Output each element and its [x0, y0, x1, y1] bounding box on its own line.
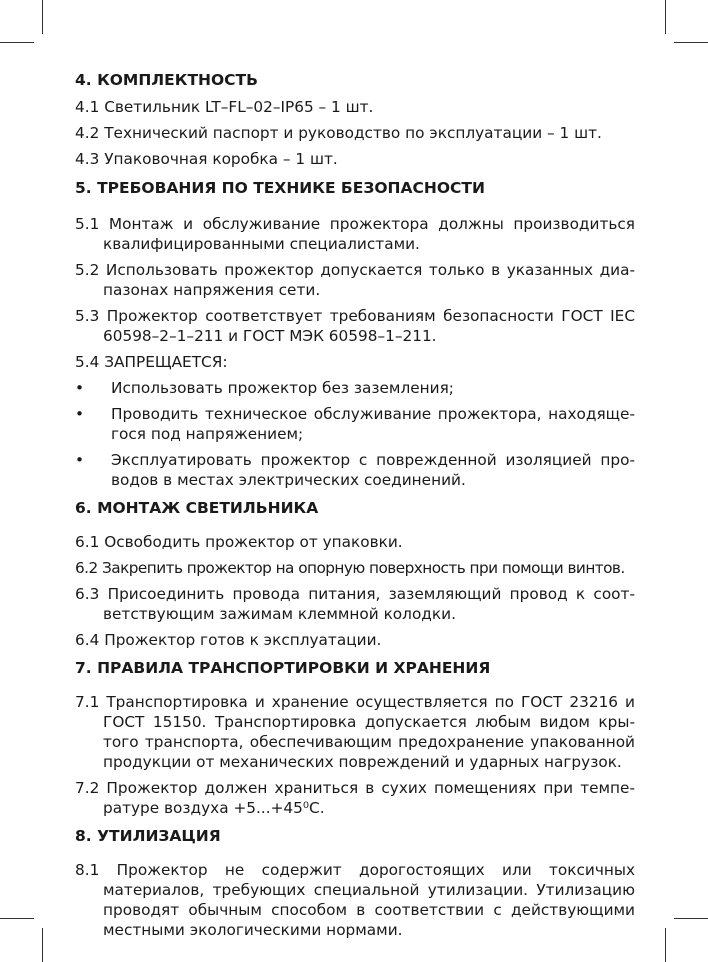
section-heading: 6. МОНТАЖ СВЕТИЛЬНИКА: [75, 499, 319, 517]
crop-mark-bottom-right: [665, 928, 666, 962]
bullet-item: [75, 450, 635, 490]
page-content: [75, 70, 635, 940]
bullet-icon: •: [75, 379, 85, 397]
bullet-text: Использовать прожектор без заземления;: [111, 379, 454, 397]
bullet-icon: •: [75, 451, 85, 469]
crop-mark-bottom-right-h: [674, 918, 708, 919]
section-heading: 7. ПРАВИЛА ТРАНСПОРТИРОВКИ И ХРАНЕНИЯ: [75, 659, 491, 677]
section-heading: 8. УТИЛИЗАЦИЯ: [75, 827, 221, 845]
list-item: 6.1 Освободить прожектор от упаковки.: [75, 533, 403, 551]
list-item: 5.1 Монтаж и обслуживание прожектора должны производиться квалифицированными специалистами.: [75, 215, 635, 253]
list-item: 5.2 Использовать прожектор допускается только в указанных диапазонах напряжения сети.: [75, 261, 635, 299]
list-item: 6.4 Прожектор готов к эксплуатации.: [75, 631, 382, 649]
section-disposal: [75, 826, 635, 940]
bullet-item: [75, 404, 635, 444]
section-heading: 4. КОМПЛЕКТНОСТЬ: [75, 71, 258, 89]
section-transport-storage: [75, 658, 635, 818]
list-item: 5.3 Прожектор соответствует требованиям безопасности ГОСТ IEC 60598–2–1–211 и ГОСТ МЭК 60598–1–211.: [75, 307, 635, 345]
crop-mark-top-left-h: [0, 42, 34, 43]
bullet-text: Проводить техническое обслуживание прожектора, находящегося под напряжением;: [111, 405, 635, 443]
list-item: 4.3 Упаковочная коробка – 1 шт.: [75, 150, 338, 168]
crop-mark-top-right-h: [674, 42, 708, 43]
section-installation: [75, 498, 635, 650]
crop-mark-top-right: [665, 0, 666, 34]
bullet-item: [75, 378, 635, 398]
section-heading: 5. ТРЕБОВАНИЯ ПО ТЕХНИКЕ БЕЗОПАСНОСТИ: [75, 179, 485, 197]
list-item: 4.1 Светильник LT–FL–02–IP65 – 1 шт.: [75, 98, 374, 116]
section-completeness: [75, 70, 635, 169]
list-item: 4.2 Технический паспорт и руководство по эксплуатации – 1 шт.: [75, 124, 602, 142]
bullet-icon: •: [75, 405, 85, 423]
list-item: 6.2 Закрепить прожектор на опорную поверхность при помощи винтов.: [75, 559, 625, 577]
crop-mark-bottom-left-h: [0, 918, 34, 919]
list-item: 5.4 ЗАПРЕЩАЕТСЯ:: [75, 353, 228, 371]
list-item: 8.1 Прожектор не содержит дорогостоящих или токсичных материалов, требующих специальной утилизации. Утилизацию проводят обычным способом в соответствии с действующими местными экологическими нормами.: [75, 861, 635, 939]
list-item: 7.2 Прожектор должен храниться в сухих помещениях при температуре воздуха +5...+45⁰С.: [75, 779, 635, 817]
bullet-text: Эксплуатировать прожектор с поврежденной изоляцией проводов в местах электрических соединений.: [111, 451, 635, 489]
section-safety: [75, 178, 635, 490]
crop-mark-bottom-left: [42, 928, 43, 962]
crop-mark-top-left: [42, 0, 43, 34]
list-item: 7.1 Транспортировка и хранение осуществляется по ГОСТ 23216 и ГОСТ 15150. Транспортировка допускается любым видом крытого транспорта, обеспечивающим предохранение упакованной продукции от механических повреждений и ударных нагрузок.: [75, 693, 635, 771]
list-item: 6.3 Присоединить провода питания, заземляющий провод к соответствующим зажимам клеммной колодки.: [75, 585, 635, 623]
